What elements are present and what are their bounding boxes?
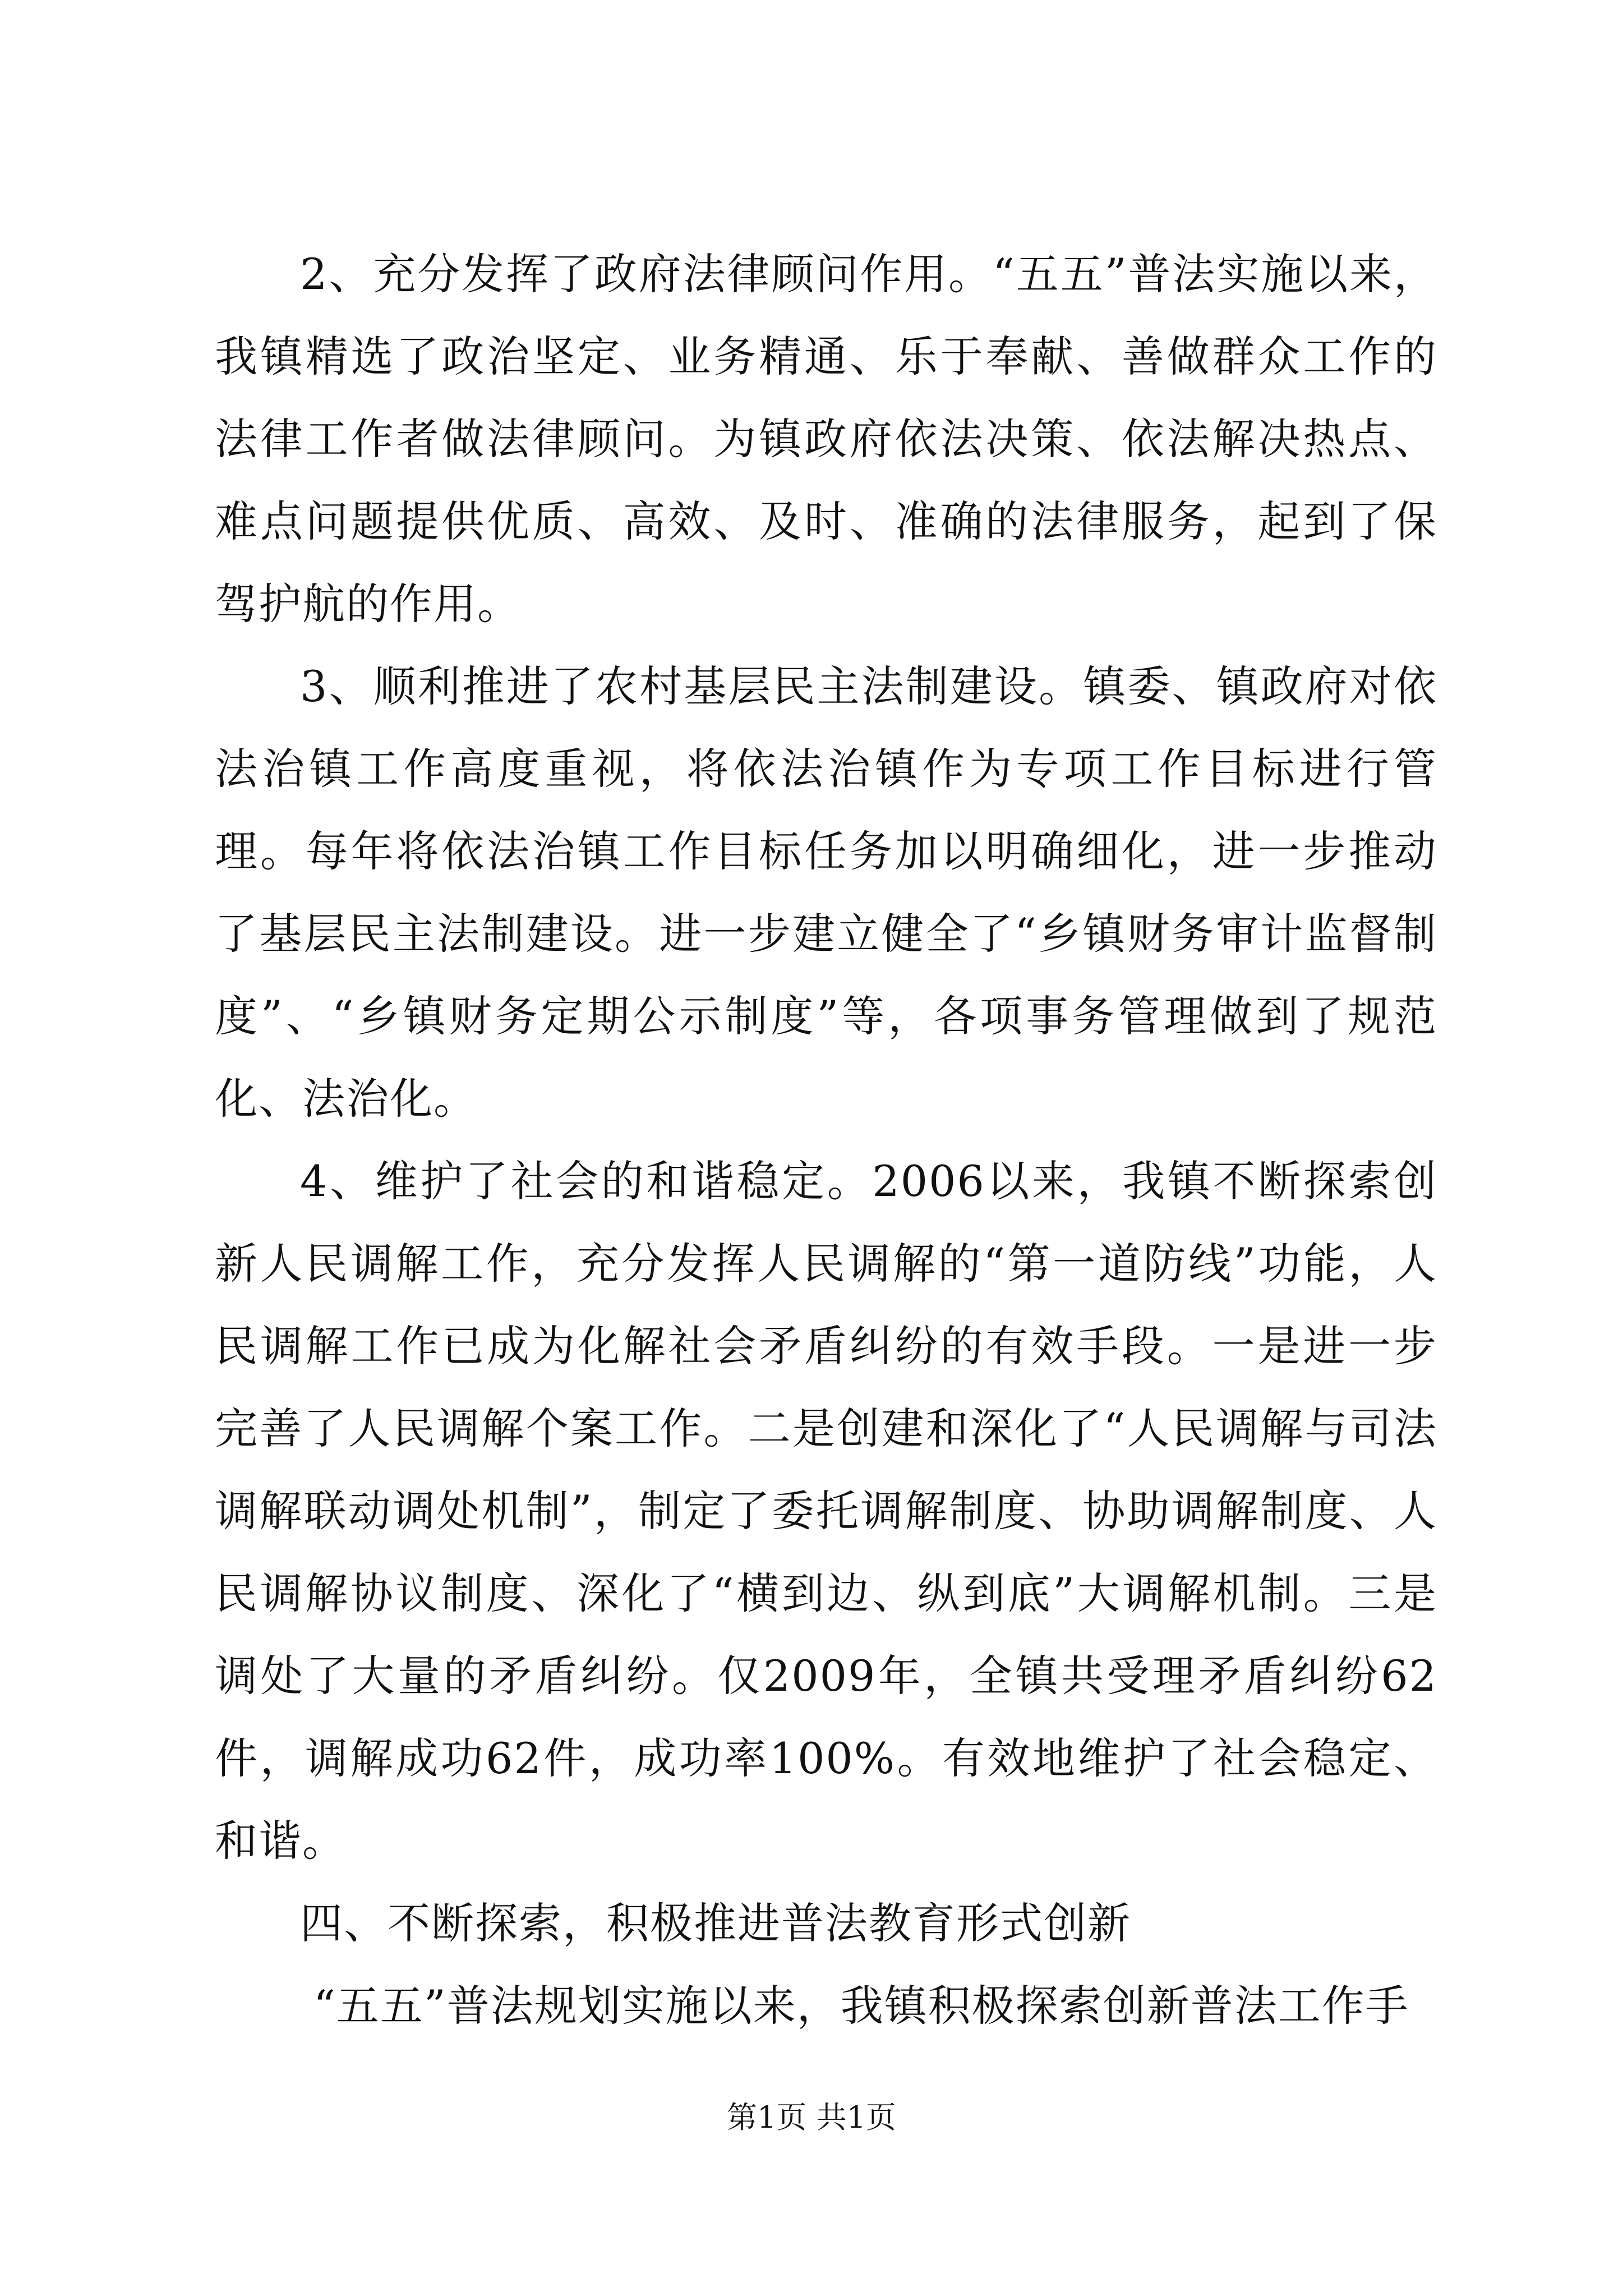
paragraph-grassroots-democracy: 3、顺利推进了农村基层民主法制建设。镇委、镇政府对依法治镇工作高度重视，将依法治镇作为专项工作目标进行管理。每年将依法治镇工作目标任务加以明确细化，进一步推动了基层民主法制建设。进一步建立健全了“乡镇财务审计监督制度”、“乡镇财务定期公示制度”等，各项事务管理做到了规范化、法治化。	[215, 661, 1437, 1124]
paragraph-social-harmony: 4、维护了社会的和谐稳定。2006以来，我镇不断探索创新人民调解工作，充分发挥人民调解的“第一道防线”功能，人民调解工作已成为化解社会矛盾纠纷的有效手段。一是进一步完善了人民调解个案工作。二是创建和深化了“人民调解与司法调解联动调处机制”，制定了委托调解制度、协助调解制度、人民调解协议制度、深化了“横到边、纵到底”大调解机制。三是调处了大量的矛盾纠纷。仅2009年，全镇共受理矛盾纠纷62件，调解成功62件，成功率100%。有效地维护了社会稳定、和谐。	[215, 1156, 1437, 1866]
paragraph-five-five-plan: “五五”普法规划实施以来，我镇积极探索创新普法工作手	[313, 1981, 1409, 2031]
section-heading-innovation: 四、不断探索，积极推进普法教育形式创新	[300, 1898, 1131, 1948]
page-number-footer: 第1页 共1页	[727, 2100, 896, 2135]
document-body	[215, 233, 1437, 2047]
paragraph-legal-advisor: 2、充分发挥了政府法律顾问作用。“五五”普法实施以来，我镇精选了政治坚定、业务精通、乐于奉献、善做群众工作的法律工作者做法律顾问。为镇政府依法决策、依法解决热点、难点问题提供优质、高效、及时、准确的法律服务，起到了保驾护航的作用。	[215, 249, 1437, 629]
